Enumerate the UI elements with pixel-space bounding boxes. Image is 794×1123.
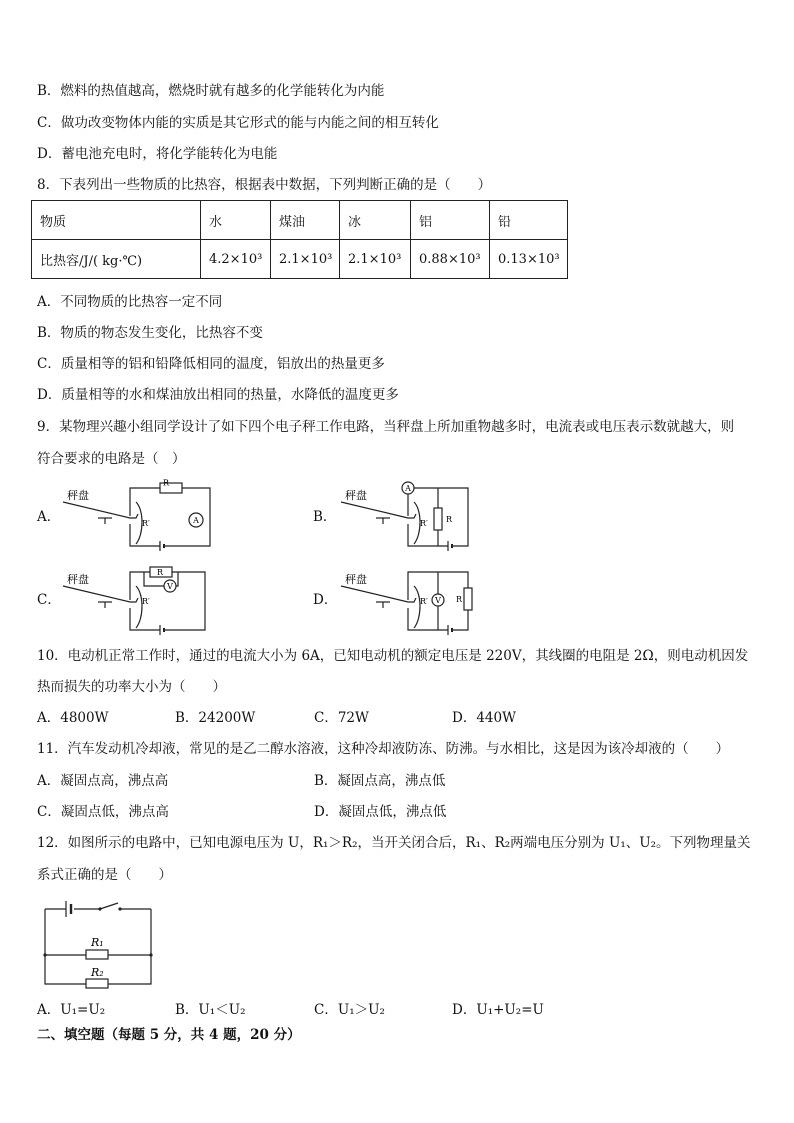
table-cell: 比热容/J/( kg·℃) [32, 240, 201, 279]
q8-stem: 8．下表列出一些物质的比热容，根据表中数据，下列判断正确的是（ ） [37, 177, 492, 193]
table-row [32, 201, 568, 240]
q10-stem-line1: 10．电动机正常工作时，通过的电流大小为 6A，已知电动机的额定电压是 220V，其线圈的电阻是 2Ω，则电动机因发 [37, 648, 749, 664]
table-header-cell: 水 [201, 201, 271, 240]
q9-circuit-d [338, 562, 478, 637]
table-row [32, 240, 568, 279]
resistor-r-label: R [446, 515, 453, 524]
q9-circuit-b [338, 478, 478, 553]
table-header-cell: 煤油 [271, 201, 340, 240]
specific-heat-table [31, 200, 568, 279]
q12-option-c: C．U₁＞U₂ [314, 1002, 385, 1018]
r2-label: R₂ [91, 966, 104, 979]
scale-pan-label: 秤盘 [67, 489, 89, 502]
resistor-r-label: R [456, 595, 463, 604]
table-header-cell: 铅 [490, 201, 568, 240]
rheostat-label: R′ [142, 519, 150, 528]
table-cell: 0.13×10³ [490, 240, 568, 279]
q11-option-c: C．凝固点低，沸点高 [37, 804, 169, 820]
rheostat-label: R′ [420, 597, 428, 606]
q9-circuit-c [60, 562, 220, 637]
r1-label: R₁ [91, 936, 104, 949]
q9-option-a-label: A． [37, 509, 61, 525]
q12-stem-line2: 系式正确的是（ ） [37, 867, 172, 883]
q12-option-a: A．U₁=U₂ [37, 1002, 106, 1018]
table-header-cell: 冰 [340, 201, 411, 240]
rheostat-label: R′ [420, 519, 428, 528]
q9-stem-line1: 9．某物理兴趣小组同学设计了如下四个电子秤工作电路，当秤盘上所加重物越多时，电流表或电压表示数就越大，则 [37, 419, 735, 435]
q9-option-b-label: B． [313, 509, 337, 525]
ammeter-icon: A [405, 484, 411, 493]
q9-option-d-label: D． [313, 592, 338, 608]
q10-stem-line2: 热而损失的功率大小为（ ） [37, 679, 226, 695]
q12-circuit [38, 895, 158, 990]
q12-stem-line1: 12．如图所示的电路中，已知电源电压为 U，R₁＞R₂，当开关闭合后，R₁、R₂两端电压分别为 U₁、U₂。下列物理量关 [37, 835, 751, 851]
scale-pan-label: 秤盘 [345, 489, 367, 502]
scale-pan-label: 秤盘 [345, 573, 367, 586]
table-header-cell: 铝 [411, 201, 490, 240]
section-2-heading: 二、填空题（每题 5 分，共 4 题，20 分） [37, 1027, 301, 1043]
resistor-r-label: R [163, 478, 170, 488]
q7-option-c: C．做功改变物体内能的实质是其它形式的能与内能之间的相互转化 [37, 115, 439, 131]
q8-option-d: D．质量相等的水和煤油放出相同的热量，水降低的温度更多 [37, 387, 399, 403]
q12-option-b: B．U₁＜U₂ [175, 1002, 246, 1018]
q10-option-c: C．72W [314, 710, 369, 726]
table-cell: 2.1×10³ [340, 240, 411, 279]
q10-option-d: D．440W [452, 710, 516, 726]
q8-option-c: C．质量相等的铝和铅降低相同的温度，铝放出的热量更多 [37, 356, 385, 372]
table-header-cell: 物质 [32, 201, 201, 240]
rheostat-label: R′ [142, 597, 150, 606]
table-cell: 0.88×10³ [411, 240, 490, 279]
q9-stem-line2: 符合要求的电路是（ ） [37, 451, 186, 467]
q10-option-a: A．4800W [37, 710, 109, 726]
voltmeter-icon: V [435, 596, 441, 605]
scale-pan-label: 秤盘 [67, 573, 89, 586]
q8-option-a: A．不同物质的比热容一定不同 [37, 294, 223, 310]
q11-option-a: A．凝固点高，沸点高 [37, 773, 169, 789]
q11-option-d: D．凝固点低，沸点低 [314, 804, 447, 820]
table-cell: 2.1×10³ [271, 240, 340, 279]
q9-circuit-a [60, 478, 220, 553]
voltmeter-icon: V [167, 582, 173, 591]
q9-option-c-label: C． [37, 592, 61, 608]
q11-option-b: B．凝固点高，沸点低 [314, 773, 446, 789]
q7-option-d: D．蓄电池充电时，将化学能转化为电能 [37, 146, 278, 162]
q8-option-b: B．物质的物态发生变化，比热容不变 [37, 325, 263, 341]
resistor-r-label: R [157, 568, 164, 577]
q7-option-b: B．燃料的热值越高，燃烧时就有越多的化学能转化为内能 [37, 83, 385, 99]
table-cell: 4.2×10³ [201, 240, 271, 279]
q11-stem: 11．汽车发动机冷却液，常见的是乙二醇水溶液，这种冷却液防冻、防沸。与水相比，这是因为该冷却液的（ ） [37, 741, 730, 757]
q12-option-d: D．U₁+U₂=U [452, 1002, 544, 1018]
q10-option-b: B．24200W [175, 710, 256, 726]
ammeter-icon: A [193, 516, 199, 525]
